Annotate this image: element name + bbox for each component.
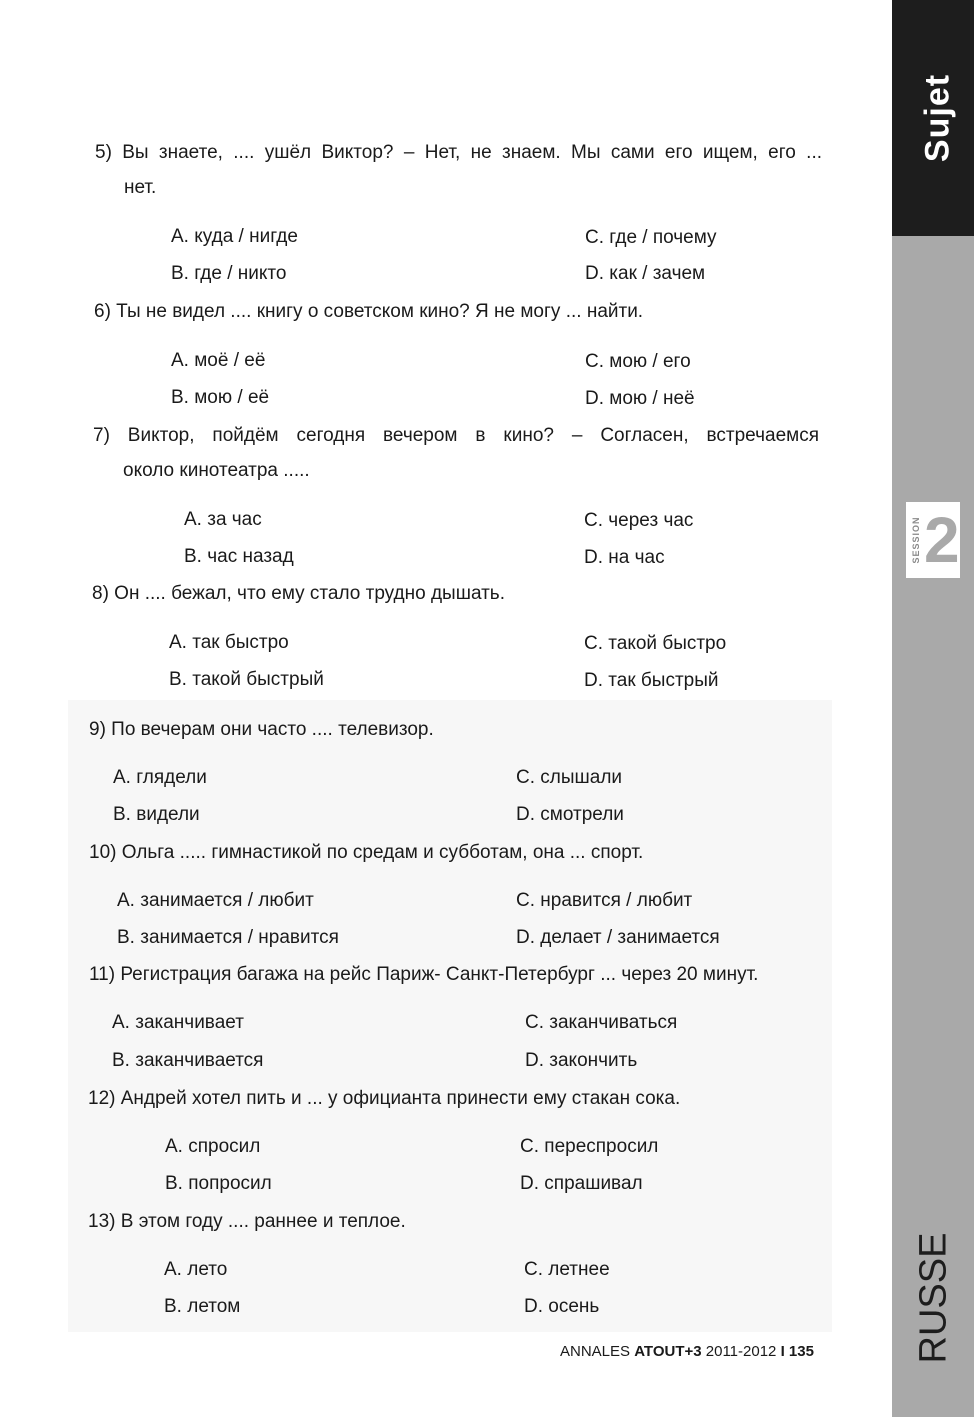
q10-option-d: D. делает / занимается bbox=[516, 927, 720, 948]
session-word: SESSION bbox=[911, 516, 921, 564]
q13-option-d: D. осень bbox=[524, 1296, 600, 1317]
sujet-label: Sujet bbox=[918, 73, 957, 163]
right-sidebar bbox=[892, 0, 974, 1417]
footer-brand: ATOUT+3 bbox=[634, 1343, 702, 1360]
q10-option-c: C. нравится / любит bbox=[516, 890, 693, 911]
q13-option-c: C. летнее bbox=[524, 1259, 610, 1280]
footer-separator: I bbox=[780, 1343, 785, 1360]
question-9-text: 9) По вечерам они часто .... телевизор. bbox=[89, 719, 434, 740]
sidebar-top-block bbox=[892, 0, 974, 236]
q10-option-a: А. занимается / любит bbox=[117, 890, 314, 911]
question-7-text: 7) Виктор, пойдём сегодня вечером в кино? – Согласен, встречаемся bbox=[93, 425, 819, 446]
session-number: 2 bbox=[924, 504, 960, 576]
question-10-text: 10) Ольга ..... гимнастикой по средам и субботам, она ... спорт. bbox=[89, 842, 644, 863]
q12-option-b: В. попросил bbox=[165, 1173, 272, 1194]
q9-option-c: C. слышали bbox=[516, 767, 623, 788]
footer-annales: ANNALES bbox=[560, 1343, 631, 1360]
q7-option-b: В. час назад bbox=[184, 546, 294, 567]
question-11-text: 11) Регистрация багажа на рейс Париж- Санкт-Петербург ... через 20 минут. bbox=[89, 964, 759, 985]
page-footer bbox=[560, 1343, 814, 1360]
q6-option-c: C. мою / его bbox=[585, 351, 691, 372]
question-7-text-cont: около кинотеатра ..... bbox=[123, 460, 310, 481]
q5-option-c: C. где / почему bbox=[585, 227, 717, 248]
q9-option-a: А. глядели bbox=[113, 767, 207, 788]
question-5-text-cont: нет. bbox=[124, 177, 157, 198]
q13-option-a: А. лето bbox=[164, 1259, 228, 1280]
question-6-text: 6) Ты не видел .... книгу о советском кино? Я не могу ... найти. bbox=[94, 301, 644, 322]
q8-option-d: D. так быстрый bbox=[584, 670, 719, 691]
q5-option-d: D. как / зачем bbox=[585, 263, 706, 284]
question-13-text: 13) В этом году .... раннее и теплое. bbox=[88, 1211, 406, 1232]
q8-option-c: C. такой быстро bbox=[584, 633, 727, 654]
q12-option-d: D. спрашивал bbox=[520, 1173, 643, 1194]
footer-years: 2011-2012 bbox=[705, 1343, 777, 1360]
q6-option-a: А. моё / её bbox=[171, 350, 266, 371]
q6-option-b: В. мою / её bbox=[171, 387, 270, 408]
q5-option-a: А. куда / нигде bbox=[171, 226, 298, 247]
q11-option-d: D. закончить bbox=[525, 1050, 638, 1071]
q9-option-b: В. видели bbox=[113, 804, 200, 825]
question-8-text: 8) Он .... бежал, что ему стало трудно дышать. bbox=[92, 583, 505, 604]
q12-option-c: C. переспросил bbox=[520, 1136, 659, 1157]
q12-option-a: А. спросил bbox=[165, 1136, 261, 1157]
q11-option-a: А. заканчивает bbox=[112, 1012, 244, 1033]
q7-option-d: D. на час bbox=[584, 547, 665, 568]
q10-option-b: В. занимается / нравится bbox=[117, 927, 339, 948]
q6-option-d: D. мою / неё bbox=[585, 388, 695, 409]
question-5-text: 5) Вы знаете, .... ушёл Виктор? – Нет, не знаем. Мы сами его ищем, его ... bbox=[95, 142, 822, 163]
question-12-text: 12) Андрей хотел пить и ... у официанта принести ему стакан сока. bbox=[88, 1088, 681, 1109]
q5-option-b: В. где / никто bbox=[171, 263, 287, 284]
q8-option-b: В. такой быстрый bbox=[169, 669, 324, 690]
session-badge bbox=[906, 502, 960, 578]
q11-option-b: В. заканчивается bbox=[112, 1050, 264, 1071]
page-number: 135 bbox=[788, 1343, 814, 1360]
q7-option-a: А. за час bbox=[184, 509, 262, 530]
q9-option-d: D. смотрели bbox=[516, 804, 624, 825]
q7-option-c: C. через час bbox=[584, 510, 694, 531]
q11-option-c: C. заканчиваться bbox=[525, 1012, 678, 1033]
q13-option-b: В. летом bbox=[164, 1296, 241, 1317]
subject-label: RUSSE bbox=[912, 1232, 955, 1364]
q8-option-a: А. так быстро bbox=[169, 632, 289, 653]
